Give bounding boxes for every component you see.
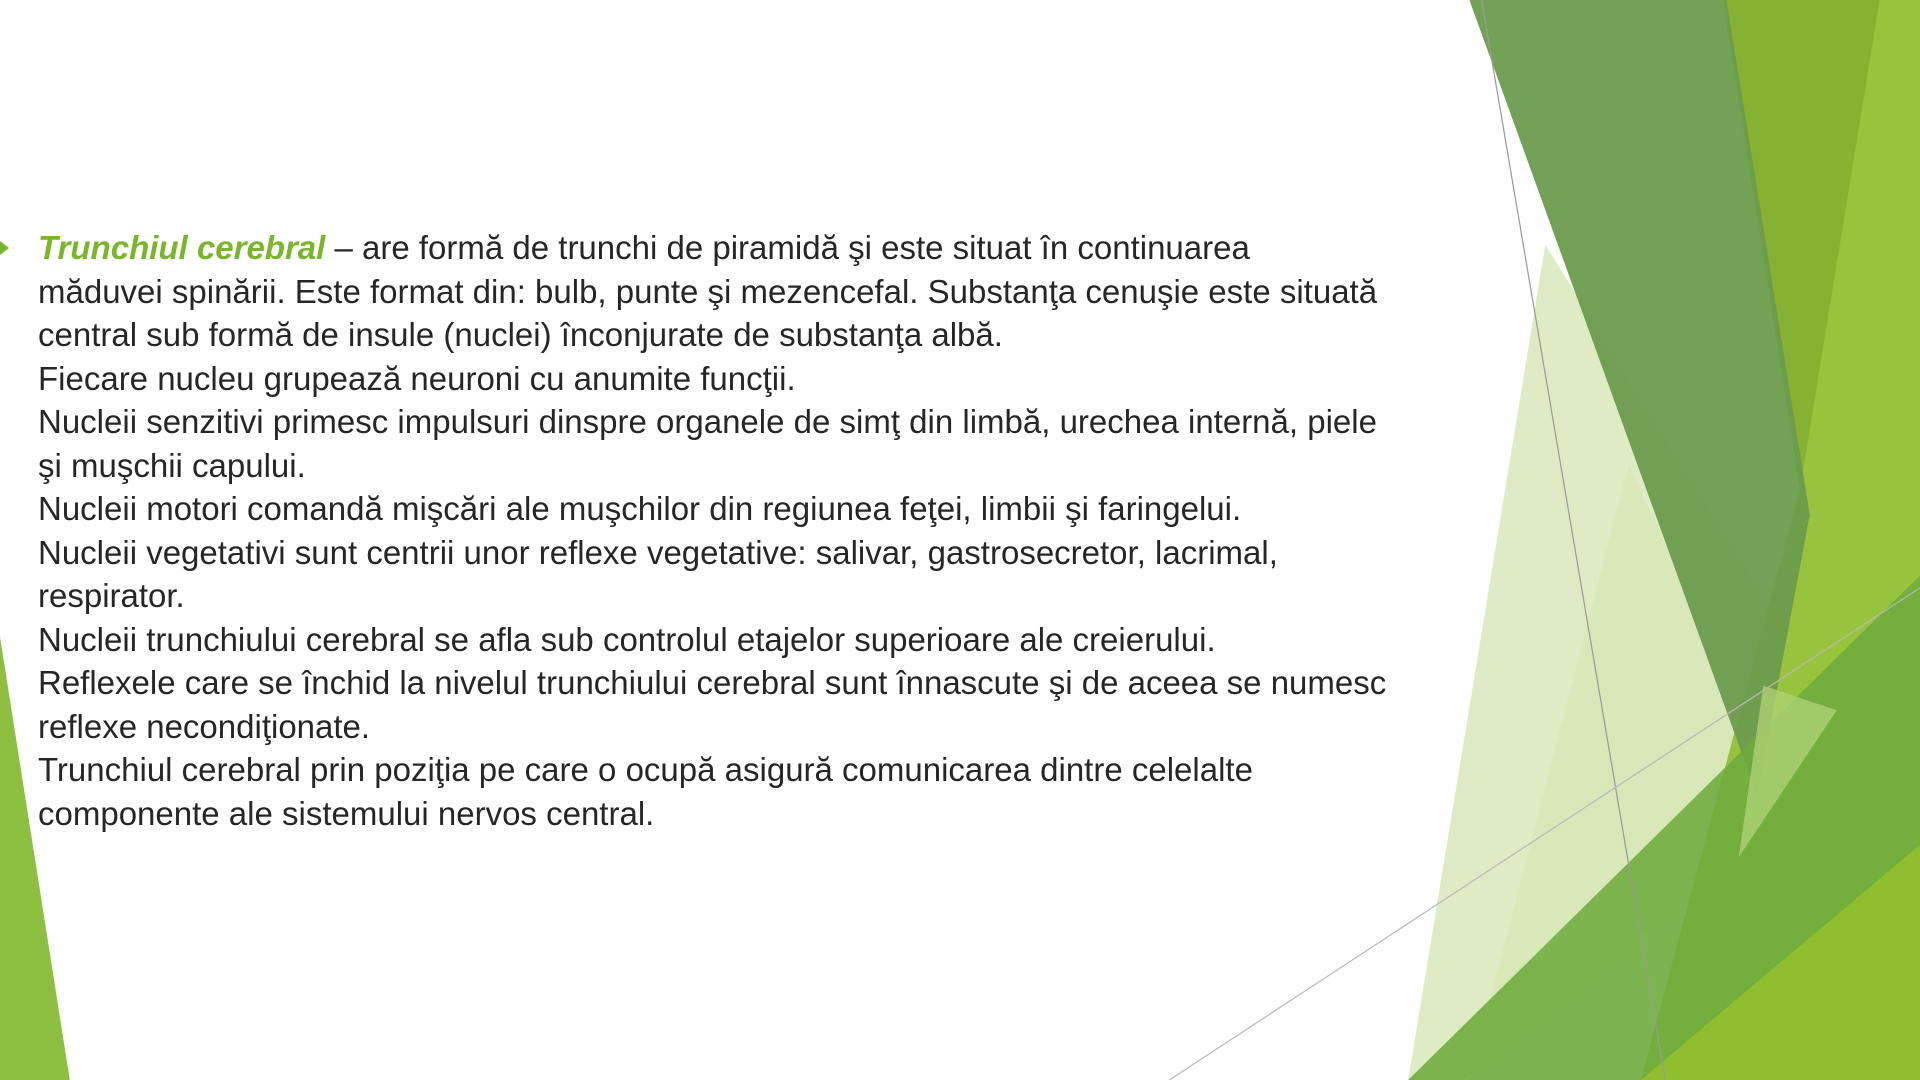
- text-line: Nucleii motori comandă mişcări ale muşchilor din regiunea feţei, limbii şi faringelui.: [38, 490, 1242, 527]
- text-line: Nucleii trunchiului cerebral se afla sub controlul etajelor superioare ale creierului.: [38, 620, 1216, 658]
- text-line: componente ale sistemului nervos central.: [38, 794, 655, 832]
- text-line: Nucleii vegetativi sunt centrii unor reflexe vegetative: salivar, gastrosecretor, lacrimal,: [38, 533, 1278, 571]
- text-line: Nucleii senzitivi primesc impulsuri dinspre organele de simţ din limbă, urechea internă, piele: [38, 403, 1377, 440]
- text-line: Fiecare nucleu grupează neuroni cu anumite funcţii.: [38, 359, 796, 397]
- text-line: măduvei spinării. Este format din: bulb, punte şi mezencefal. Substanţa cenuşie este situată: [38, 272, 1378, 310]
- text-line: respirator.: [38, 577, 185, 614]
- text-line: şi muşchii capului.: [38, 446, 306, 484]
- first-line-text: – are formă de trunchi de piramidă şi este situat în continuarea: [325, 229, 1250, 266]
- slide-body-text: [38, 226, 1518, 835]
- term-highlight: Trunchiul cerebral: [38, 229, 326, 266]
- text-line: central sub formă de insule (nuclei) înconjurate de substanţa albă.: [38, 316, 1003, 353]
- text-line: Trunchiul cerebral prin poziţia pe care o ocupă asigură comunicarea dintre celelalte: [38, 751, 1253, 788]
- arrow-bullet-icon: [0, 241, 9, 255]
- text-line: Reflexele care se închid la nivelul trunchiului cerebral sunt înnascute şi de aceea se numesc: [38, 664, 1387, 701]
- text-line: reflexe necondiţionate.: [38, 707, 371, 745]
- first-line: [38, 226, 1518, 270]
